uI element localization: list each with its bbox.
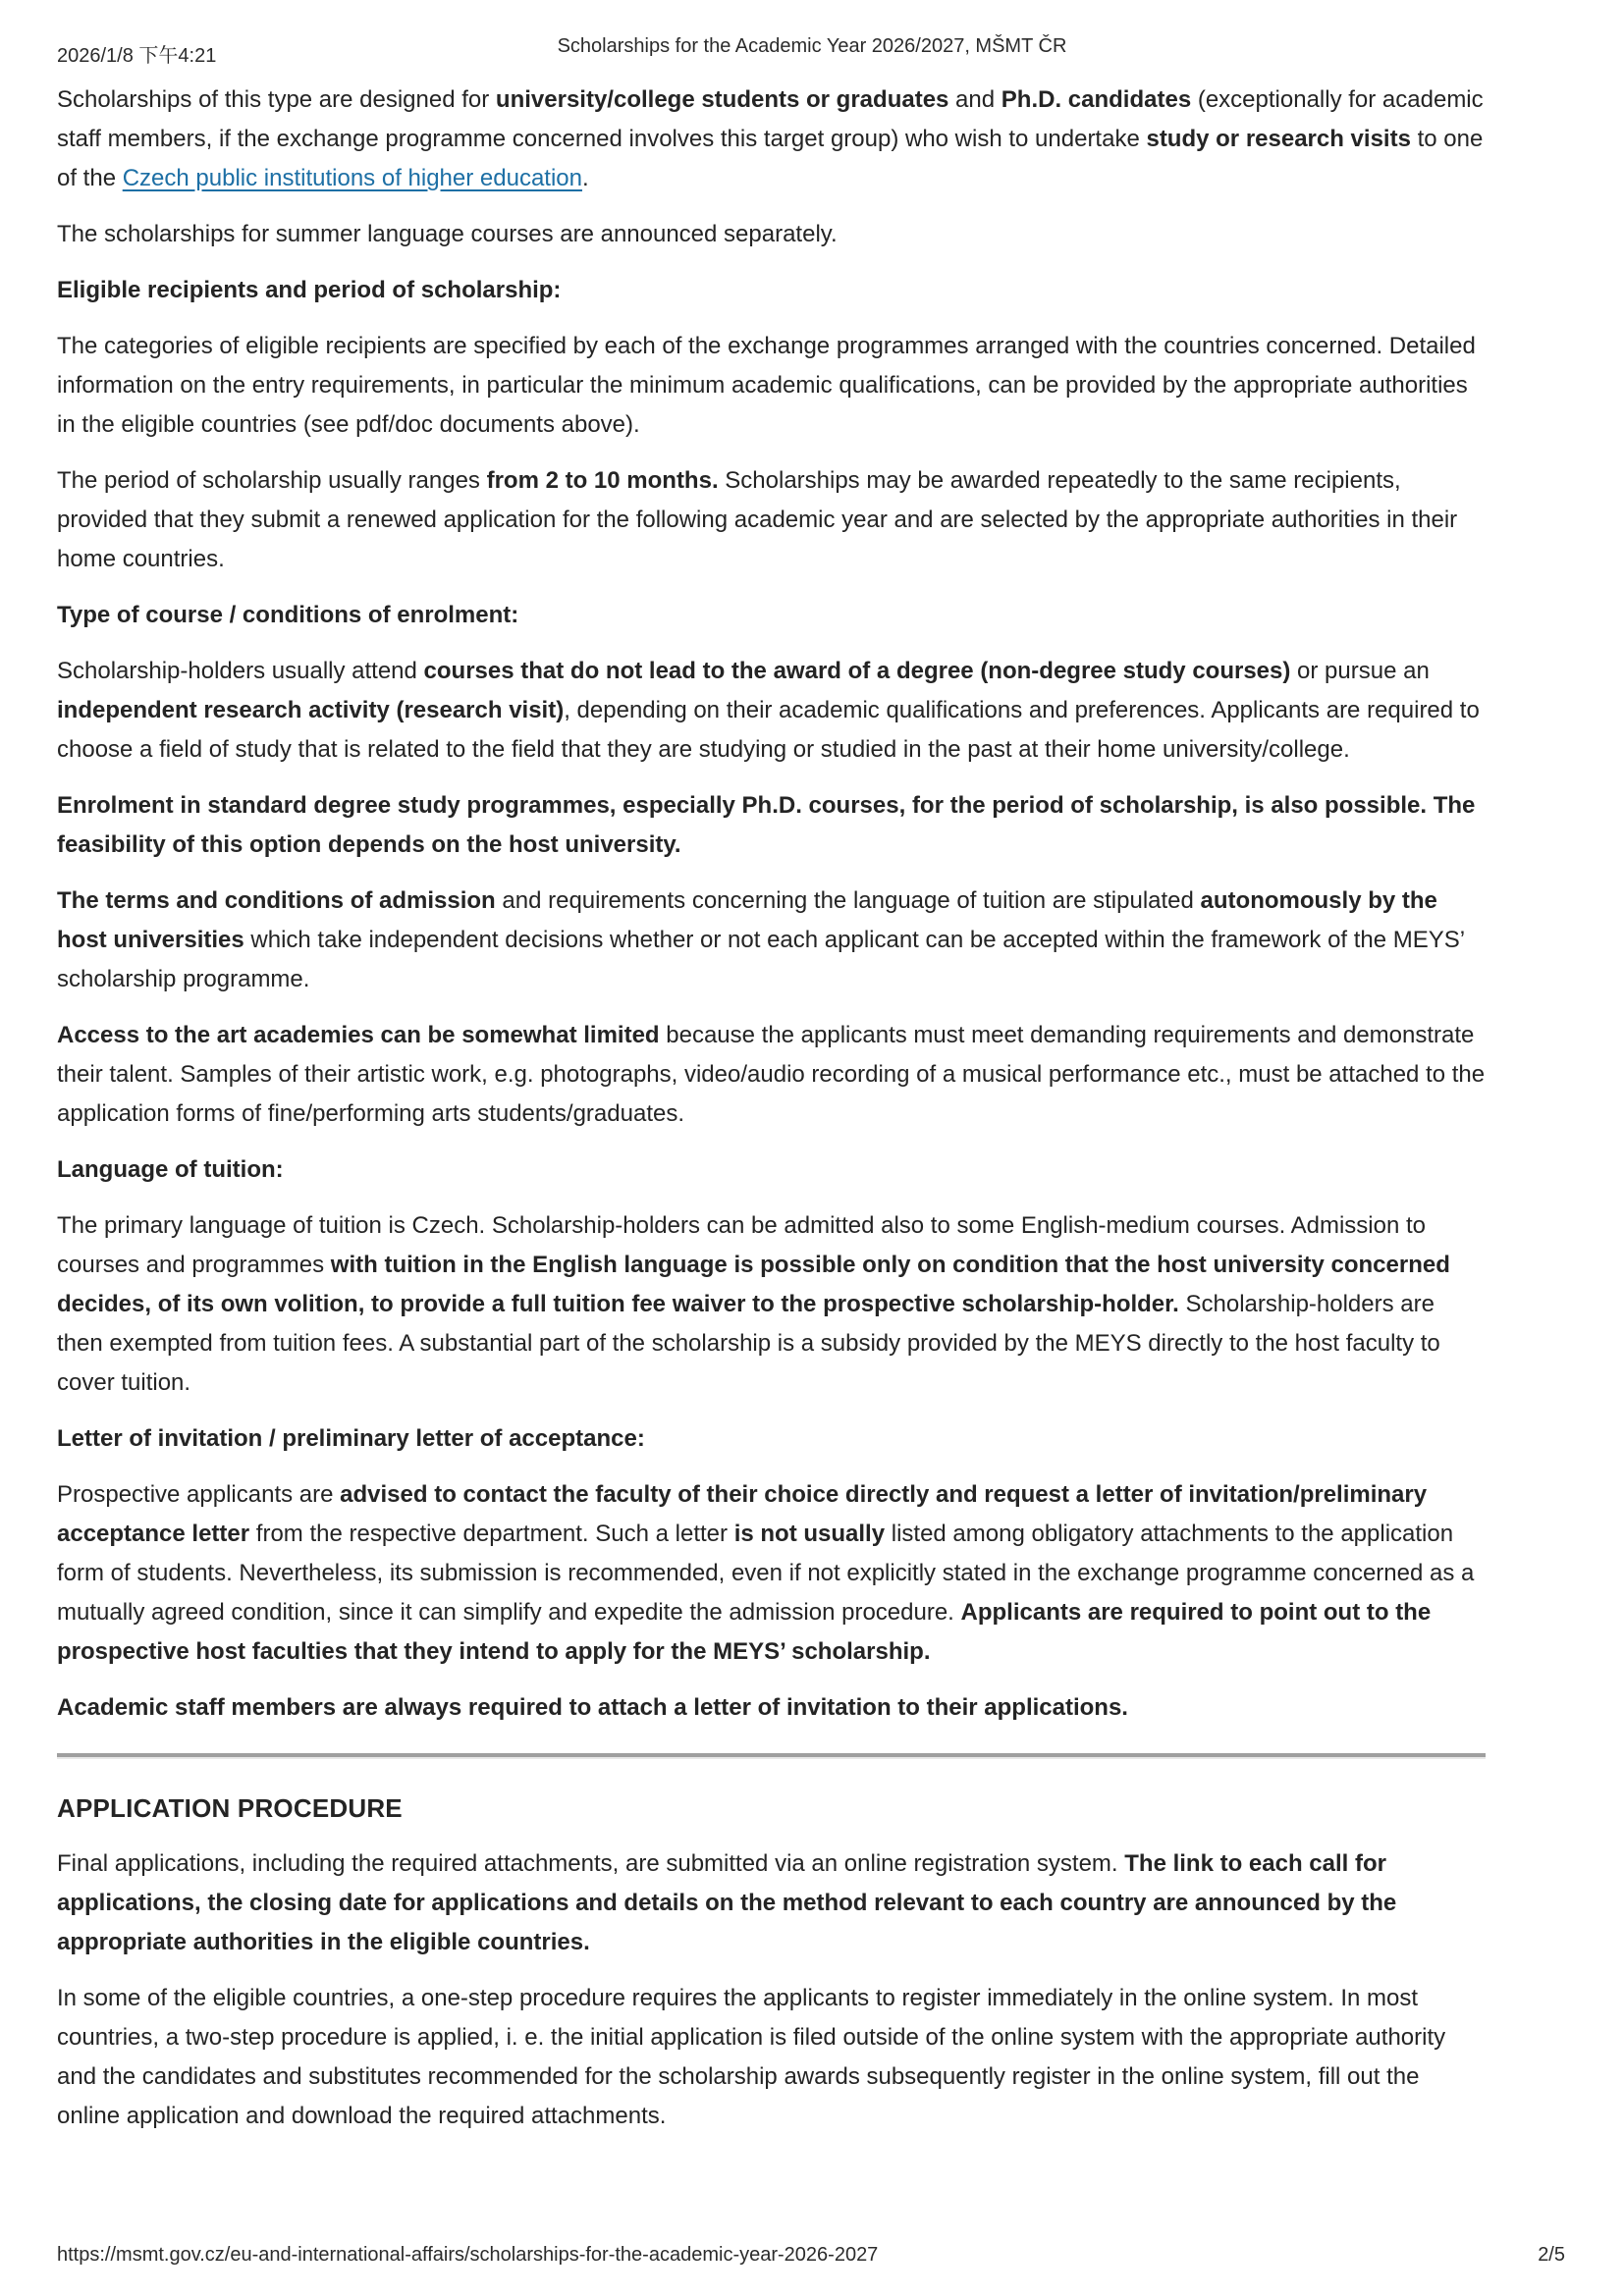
print-datetime: 2026/1/8 下午4:21 [57, 45, 217, 67]
document-title: Scholarships for the Academic Year 2026/2027, MŠMT ČR [557, 35, 1067, 57]
paragraph [57, 881, 1486, 999]
paragraph [57, 327, 1486, 445]
text-run: because the applicants must meet demanding requirements and demonstrate their talent. Samples of their artistic work, e.g. photographs, video/audio recording of a musical performance etc., must be attached to the application forms of fine/performing arts students/graduates. [57, 1022, 1486, 1127]
bold-text-run: autonomously by the host universities [57, 887, 1437, 953]
section-heading [57, 271, 1486, 310]
text-run: listed among obligatory attachments to the application form of students. Nevertheless, its submission is recommended, even if not explicitly stated in the exchange programme concerned as a mutually agreed condition, since it can simplify and expedite the admission procedure. [57, 1521, 1475, 1626]
text-run: which take independent decisions whether or not each applicant can be accepted within the framework of the MEYS’ scholarship programme. [57, 927, 1465, 992]
text-run: Scholarships may be awarded repeatedly to the same recipients, provided that they submit a renewed application for the following academic year and are selected by the appropriate authorities in their home countries. [57, 467, 1458, 572]
text-run: , depending on their academic qualifications and preferences. Applicants are required to choose a field of study that is related to the field that they are studying or studied in the past at their home university/college. [57, 697, 1480, 763]
text-run: Type of course / conditions of enrolment: [57, 602, 519, 628]
section-heading [57, 1419, 1486, 1459]
print-footer [57, 2244, 1565, 2267]
text-run: and [948, 86, 1001, 113]
text-run: Language of tuition: [57, 1156, 284, 1183]
text-run: Scholarship-holders are then exempted from tuition fees. A substantial part of the scholarship is a subsidy provided by the MEYS directly to the host faculty to cover tuition. [57, 1291, 1440, 1396]
text-run: (exceptionally for academic staff members, if the exchange programme concerned involves this target group) who wish to undertake [57, 86, 1484, 152]
print-header [57, 35, 1567, 67]
bold-text-run: Applicants are required to point out to the prospective host faculties that they intend to apply for the MEYS’ scholarship. [57, 1599, 1432, 1665]
bold-text-run: Enrolment in standard degree study programmes, especially Ph.D. courses, for the period of scholarship, is also possible. The feasibility of this option depends on the host university. [57, 792, 1476, 858]
paragraph [57, 1979, 1486, 2136]
paragraph [57, 461, 1486, 579]
bold-text-run: The link to each call for applications, the closing date for applications and details on the method relevant to each country are announced by the appropriate authorities in the eligible countries. [57, 1850, 1397, 1955]
section-heading [57, 1150, 1486, 1190]
text-run: Scholarships of this type are designed for [57, 86, 496, 113]
section-heading [57, 596, 1486, 635]
bold-text-run: is not usually [733, 1521, 886, 1547]
bold-text-run: from 2 to 10 months. [486, 467, 719, 494]
paragraph [57, 786, 1486, 865]
paragraph [57, 652, 1486, 770]
text-run: The primary language of tuition is Czech. Scholarship-holders can be admitted also to some English-medium courses. Admission to courses and programmes [57, 1212, 1427, 1278]
text-run: APPLICATION PROCEDURE [57, 1793, 403, 1823]
bold-text-run: university/college students or graduates [495, 86, 949, 113]
paragraph [57, 1016, 1486, 1134]
paragraph [57, 1475, 1486, 1672]
czech-public-institutions-link[interactable]: Czech public institutions of higher education [122, 165, 582, 191]
bold-text-run: courses that do not lead to the award of a degree (non-degree study courses) [423, 658, 1291, 684]
text-run: Prospective applicants are [57, 1481, 341, 1508]
page-number: 2/5 [1538, 2244, 1565, 2266]
bold-text-run: study or research visits [1146, 126, 1411, 152]
paragraph [57, 80, 1486, 198]
paragraph [57, 1844, 1486, 1962]
text-run: from the respective department. Such a letter [249, 1521, 734, 1547]
bold-text-run: Academic staff members are always required to attach a letter of invitation to their applications. [57, 1694, 1128, 1721]
text-run: Scholarship-holders usually attend [57, 658, 424, 684]
text-run: to one of the [57, 126, 1484, 191]
source-url: https://msmt.gov.cz/eu-and-international-affairs/scholarships-for-the-academic-year-2026-2027 [57, 2244, 879, 2266]
bold-text-run: The terms and conditions of admission [57, 887, 496, 914]
bold-text-run: Access to the art academies can be somewhat limited [57, 1022, 660, 1048]
bold-text-run: with tuition in the English language is possible only on condition that the host university concerned decides, of its own volition, to provide a full tuition fee waiver to the prospective scholarship-holder. [57, 1252, 1450, 1317]
section-divider [57, 1753, 1486, 1759]
text-run: Eligible recipients and period of scholarship: [57, 277, 562, 303]
bold-text-run: independent research activity (research visit) [57, 697, 565, 723]
text-run: The categories of eligible recipients are specified by each of the exchange programmes arranged with the countries concerned. Detailed information on the entry requirements, in particular the minimum academic qualifications, can be provided by the appropriate authorities in the eligible countries (see pdf/doc documents above). [57, 333, 1476, 438]
section-heading [57, 1789, 1486, 1828]
text-run: . [582, 165, 589, 191]
text-run: The scholarships for summer language courses are announced separately. [57, 221, 838, 247]
text-run: The period of scholarship usually ranges [57, 467, 487, 494]
bold-text-run: advised to contact the faculty of their choice directly and request a letter of invitation/preliminary acceptance letter [57, 1481, 1428, 1547]
document-body [57, 80, 1486, 2153]
paragraph [57, 215, 1486, 254]
paragraph [57, 1688, 1486, 1728]
paragraph [57, 1206, 1486, 1403]
bold-text-run: Ph.D. candidates [1001, 86, 1192, 113]
text-run: Final applications, including the required attachments, are submitted via an online registration system. [57, 1850, 1125, 1877]
text-run: and requirements concerning the language of tuition are stipulated [495, 887, 1201, 914]
text-run: In some of the eligible countries, a one-step procedure requires the applicants to register immediately in the online system. In most countries, a two-step procedure is applied, i. e. the initial application is filed outside of the online system with the appropriate authority and the candidates and substitutes recommended for the scholarship awards subsequently register in the online system, fill out the online application and download the required attachments. [57, 1985, 1446, 2129]
text-run: or pursue an [1290, 658, 1430, 684]
text-run: Letter of invitation / preliminary letter of acceptance: [57, 1425, 645, 1452]
